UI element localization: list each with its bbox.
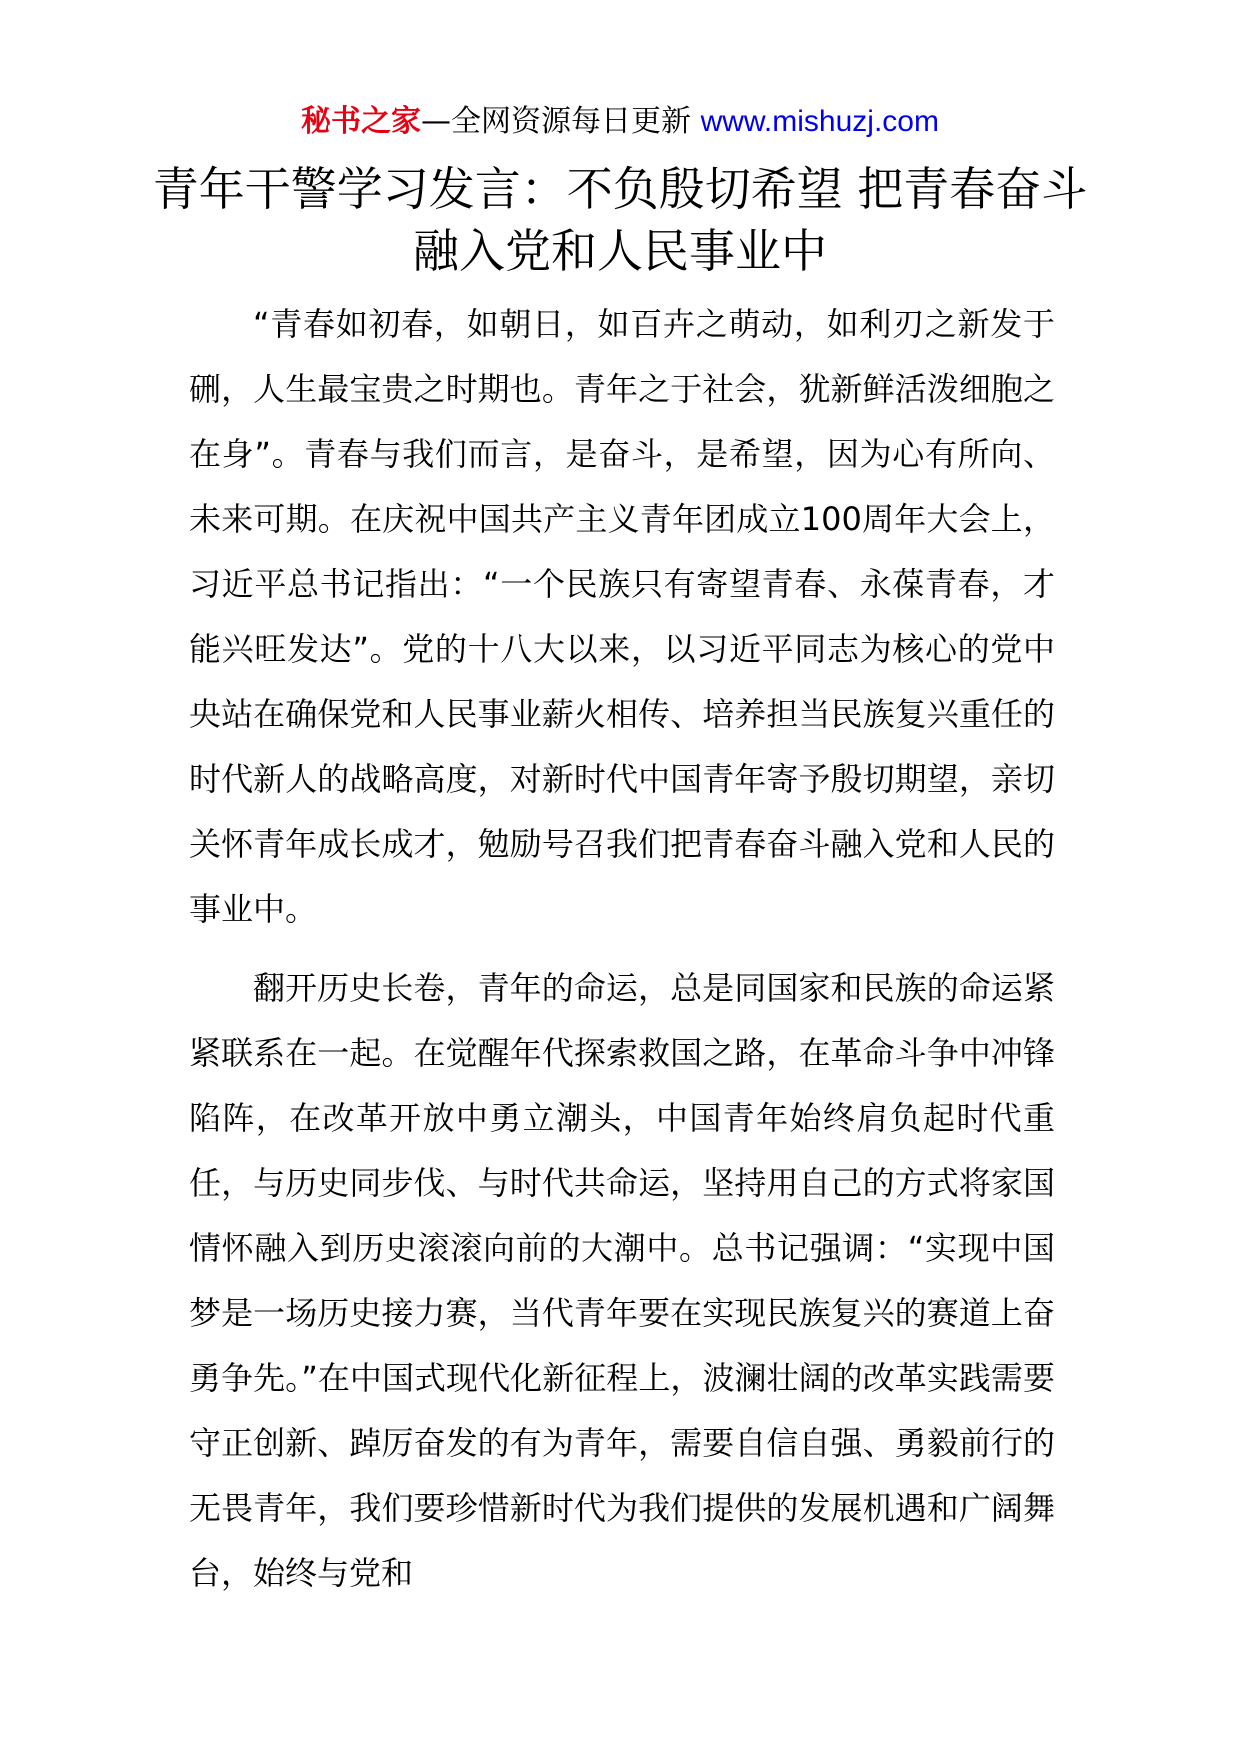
header-slogan: —全网资源每日更新 xyxy=(421,104,692,139)
paragraph-2: 翻开历史长卷，青年的命运，总是同国家和民族的命运紧紧联系在一起。在觉醒年代探索救国之路，在革命斗争中冲锋陷阵，在改革开放中勇立潮头，中国青年始终肩负起时代重任，与历史同步伐、与时代共命运，坚持用自己的方式将家国情怀融入到历史滚滚向前的大潮中。总书记强调：“实现中国梦是一场历史接力赛，当代青年要在实现民族复兴的赛道上奋勇争先。”在中国式现代化新征程上，波澜壮阔的改革实践需要守正创新、踔厉奋发的有为青年，需要自信自强、勇毅前行的无畏青年，我们要珍惜新时代为我们提供的发展机遇和广阔舞台，始终与党和 xyxy=(189,969,1055,1592)
document-body xyxy=(189,292,1055,1620)
site-header xyxy=(0,100,1240,144)
brand-name: 秘书之家 xyxy=(301,104,422,139)
paragraph-1: “青春如初春，如朝日，如百卉之萌动，如利刃之新发于硎，人生最宝贵之时期也。青年之于社会，犹新鲜活泼细胞之在身”。青春与我们而言，是奋斗，是希望，因为心有所向、未来可期。在庆祝中国共产主义青年团成立100周年大会上，习近平总书记指出：“一个民族只有寄望青春、永葆青春，才能兴旺发达”。党的十八大以来，以习近平同志为核心的党中央站在确保党和人民事业薪火相传、培养担当民族复兴重任的时代新人的战略高度，对新时代中国青年寄予殷切期望，亲切关怀青年成长成才，勉励号召我们把青春奋斗融入党和人民的事业中。 xyxy=(189,305,1055,928)
site-url-link[interactable]: www.mishuzj.com xyxy=(700,105,939,138)
document-title: 青年干警学习发言：不负殷切希望 把青春奋斗融入党和人民事业中 xyxy=(152,162,1088,278)
